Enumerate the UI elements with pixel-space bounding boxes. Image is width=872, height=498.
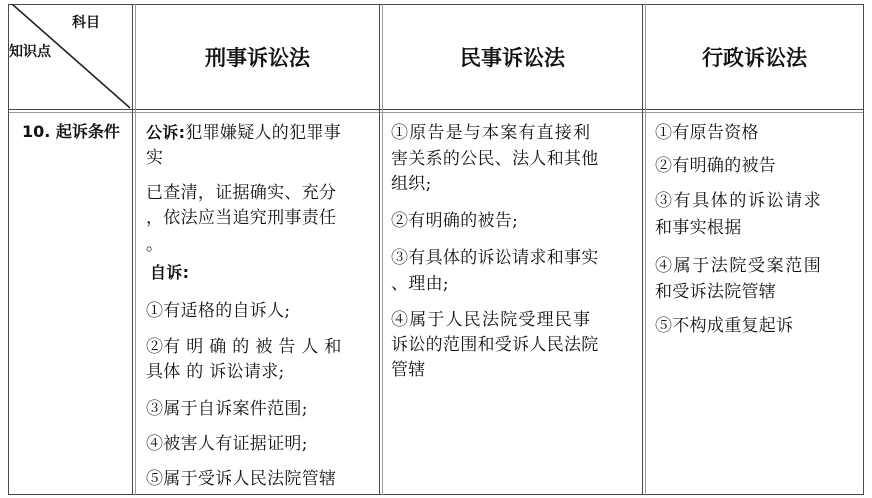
civil-line-3: 组织; [391, 174, 432, 194]
column-header-administrative: 行政诉讼法 [702, 46, 807, 70]
corner-knowledge-label: 知识点 [9, 44, 51, 60]
criminal-line-4: ，依法应当追究刑事责任 [146, 208, 337, 228]
admin-line-6: 和受诉法院管辖 [655, 282, 777, 302]
civil-line-2: 害关系的公民、法人和其他 [391, 149, 599, 169]
col-divider-2 [379, 4, 380, 495]
corner-subject-label: 科目 [72, 15, 100, 31]
public-prosecution-label: 公诉: [146, 123, 186, 142]
criminal-line-12: ⑤属于受诉人民法院管辖 [146, 469, 337, 489]
table-bottom-border [8, 494, 864, 495]
criminal-line-3: 已查清，证据确实、充分 [146, 183, 337, 203]
table-top-border [8, 4, 864, 5]
admin-line-5: ④属于法院受案范围 [655, 256, 823, 276]
criminal-line-2: 实 [146, 148, 164, 168]
admin-line-4: 和事实根据 [655, 218, 742, 238]
civil-line-5: ③有具体的诉讼请求和事实 [391, 248, 599, 268]
private-prosecution-label: 自诉: [150, 263, 190, 282]
criminal-line-1 [146, 122, 341, 144]
criminal-line-10: ③属于自诉案件范围; [146, 399, 308, 419]
header-bottom-border [8, 109, 864, 110]
column-header-civil: 民事诉讼法 [460, 46, 565, 70]
table-right-border [863, 4, 864, 495]
admin-line-7: ⑤不构成重复起诉 [655, 316, 794, 336]
row-label-filing-conditions: 10. 起诉条件 [22, 122, 120, 141]
civil-line-6: 、理由; [391, 274, 449, 294]
criminal-line-11: ④被害人有证据证明; [146, 434, 308, 454]
criminal-line-1-text: 犯罪嫌疑人的犯罪事 [185, 123, 342, 143]
civil-line-1: ①原告是与本案有直接利 [391, 123, 592, 143]
column-header-criminal: 刑事诉讼法 [205, 46, 310, 70]
header-bottom-border-2 [8, 112, 864, 113]
col-divider-3 [642, 4, 643, 495]
admin-line-1: ①有原告资格 [655, 123, 759, 143]
civil-line-4: ②有明确的被告; [391, 211, 519, 231]
admin-line-2: ②有明确的被告 [655, 156, 777, 176]
criminal-line-5: 。 [146, 235, 164, 255]
civil-line-7: ④属于人民法院受理民事 [391, 310, 592, 330]
civil-line-8: 诉讼的范围和受诉人民法院 [391, 335, 599, 355]
admin-line-3: ③有具体的诉讼请求 [655, 191, 823, 211]
criminal-line-9: 具体 的 诉讼请求; [146, 362, 285, 382]
criminal-line-7: ①有适格的自诉人; [146, 301, 291, 321]
criminal-line-8: ②有 明 确 的 被 告 人 和 [146, 337, 342, 357]
civil-line-9: 管辖 [391, 360, 426, 380]
